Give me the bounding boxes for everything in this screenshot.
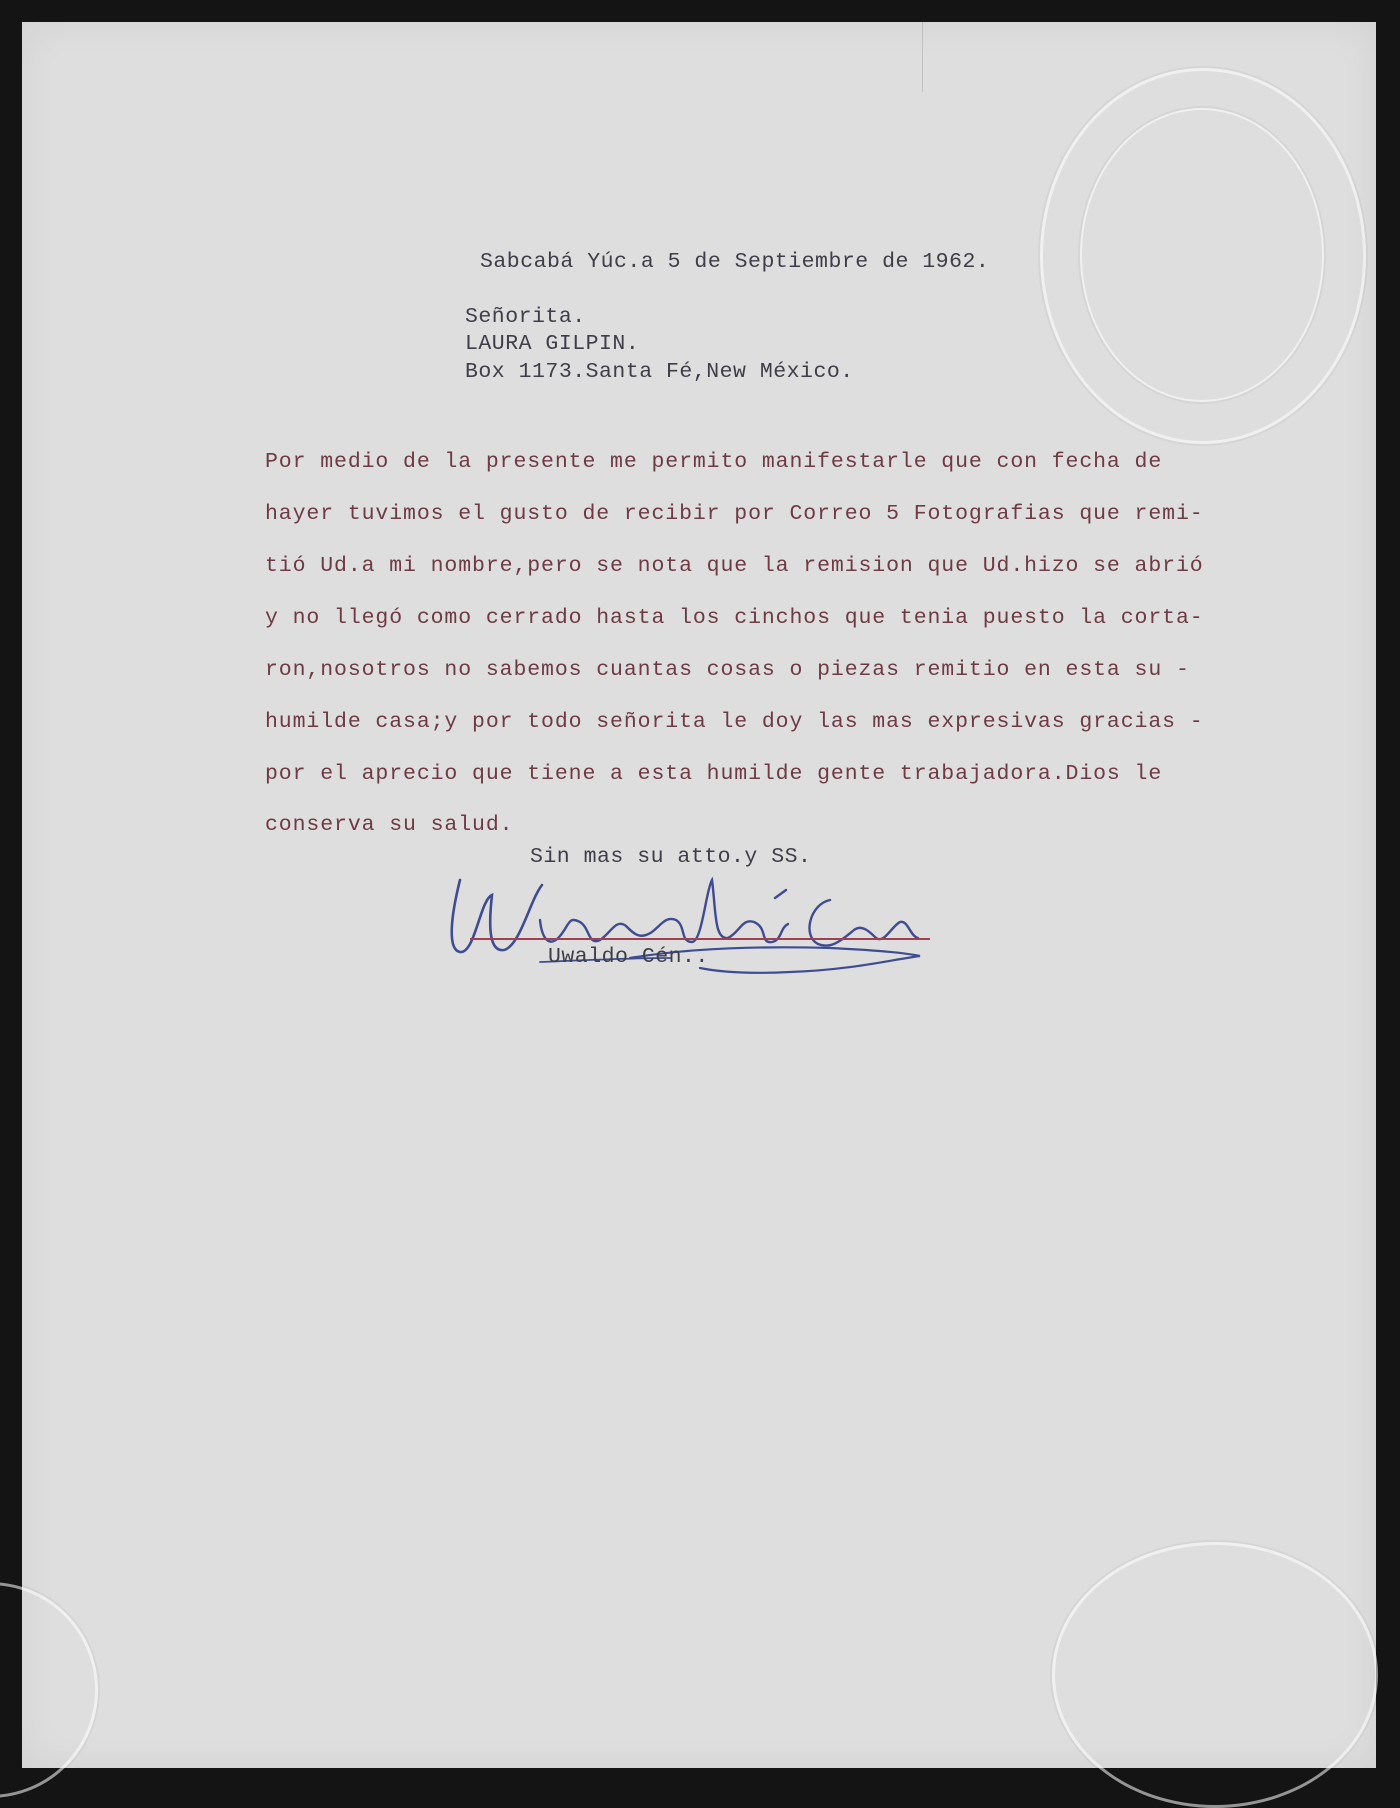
body-line: tió Ud.a mi nombre,pero se nota que la remision que Ud.hizo se abrió: [265, 554, 1204, 578]
recipient-address: Box 1173.Santa Fé,New México.: [465, 360, 854, 384]
recipient-name: LAURA GILPIN.: [465, 332, 640, 356]
closing-line: Sin mas su atto.y SS.: [530, 845, 812, 869]
body-line: humilde casa;y por todo señorita le doy las mas expresivas gracias -: [265, 710, 1204, 734]
body-line: Por medio de la presente me permito manifestarle que con fecha de: [265, 450, 1163, 474]
signer-name: Uwaldo Cén..: [548, 945, 709, 969]
body-line: ron,nosotros no sabemos cuantas cosas o piezas remitio en esta su -: [265, 658, 1190, 682]
body-line: por el aprecio que tiene a esta humilde gente trabajadora.Dios le: [265, 762, 1163, 786]
recipient-salutation: Señorita.: [465, 305, 586, 329]
embossed-seal-top-inner: [1080, 108, 1324, 402]
body-line: conserva su salud.: [265, 813, 514, 837]
embossed-seal-bottom: [1052, 1542, 1378, 1808]
signature-line: [470, 938, 930, 940]
body-line: hayer tuvimos el gusto de recibir por Correo 5 Fotografias que remi-: [265, 502, 1204, 526]
embossed-seal-left: [0, 1582, 98, 1798]
fold-crease: [922, 22, 923, 92]
place-date-line: Sabcabá Yúc.a 5 de Septiembre de 1962.: [480, 250, 990, 274]
body-line: y no llegó como cerrado hasta los cinchos que tenia puesto la corta-: [265, 606, 1204, 630]
